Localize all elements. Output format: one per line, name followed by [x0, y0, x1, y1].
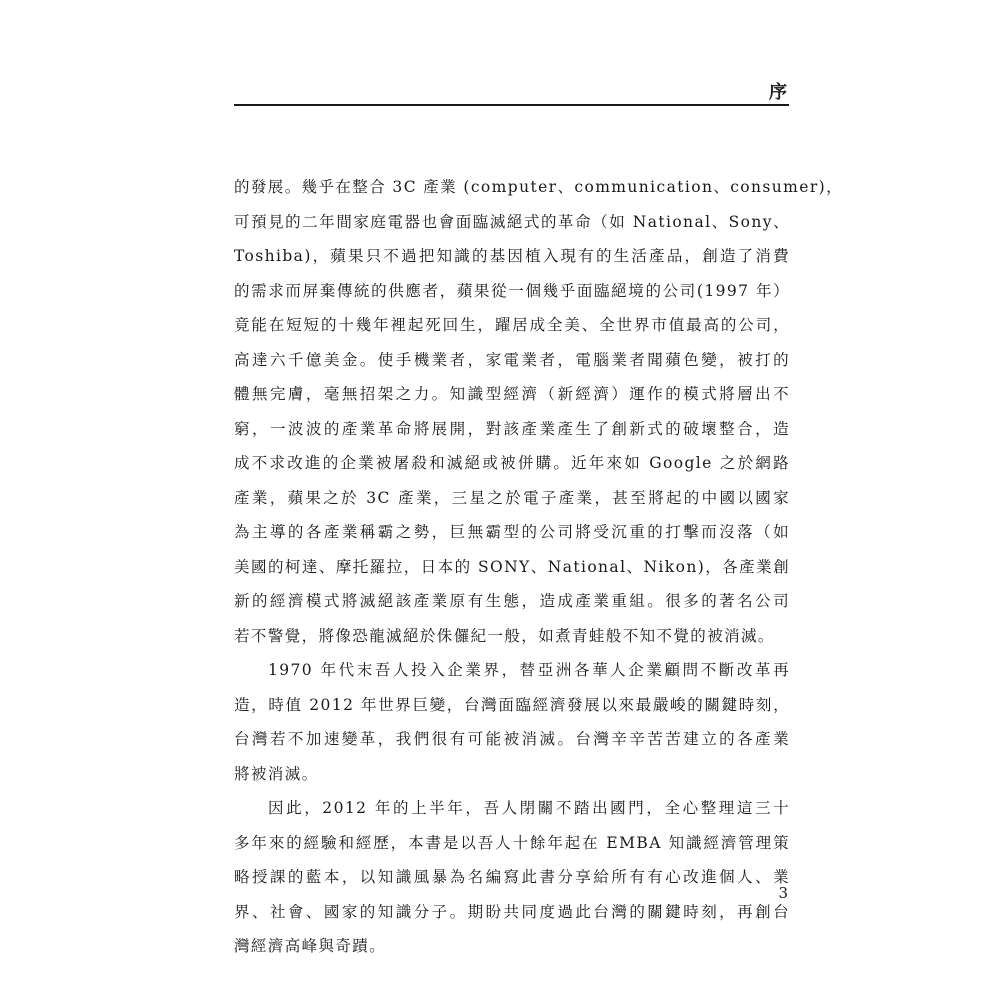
text-line: 因此，2012 年的上半年，吾人閉關不踏出國門，全心整理這三十 [268, 799, 790, 817]
text-line: 可預見的二年間家庭電器也會面臨滅絕式的革命（如 National、Sony、 [234, 212, 790, 231]
text-line: 體無完膚，毫無招架之力。知識型經濟（新經濟）運作的模式將層出不 [234, 385, 790, 403]
text-line: 的發展。幾乎在整合 3C 產業 (computer、communication、consumer)， [234, 178, 843, 196]
text-line: 成不求改進的企業被屠殺和滅絕或被併購。近年來如 Google 之於網路 [234, 454, 790, 472]
text-line: 產業，蘋果之於 3C 產業，三星之於電子產業，甚至將起的中國以國家 [234, 488, 790, 507]
text-line: 多年來的經驗和經歷，本書是以吾人十餘年起在 EMBA 知識經濟管理策 [234, 833, 790, 852]
text-line: 的需求而屏棄傳統的供應者，蘋果從一個幾乎面臨絕境的公司(1997 年） [234, 281, 790, 300]
text-line: 造，時值 2012 年世界巨變，台灣面臨經濟發展以來最嚴峻的關鍵時刻， [234, 695, 790, 714]
text-line: 1970 年代末吾人投入企業界，替亞洲各華人企業顧問不斷改革再 [268, 661, 790, 679]
text-line: 界、社會、國家的知識分子。期盼共同度過此台灣的關鍵時刻，再創台 [234, 902, 790, 921]
text-line: 為主導的各產業稱霸之勢，巨無霸型的公司將受沉重的打擊而沒落（如 [234, 523, 790, 541]
text-line: 美國的柯達、摩托羅拉，日本的 SONY、National、Nikon)，各產業創 [234, 557, 790, 576]
running-header-title: 序 [769, 82, 788, 103]
text-line: 台灣若不加速變革，我們很有可能被消滅。台灣辛辛苦苦建立的各產業 [234, 730, 790, 748]
text-line: 若不警覺，將像恐龍滅絕於侏儸紀一般，如煮青蛙般不知不覺的被消滅。 [234, 626, 775, 645]
page-number: 3 [778, 884, 788, 902]
text-line: 高達六千億美金。使手機業者，家電業者，電腦業者聞蘋色變，被打的 [234, 350, 790, 369]
text-line: 灣經濟高峰與奇蹟。 [234, 937, 387, 955]
text-line: 略授課的藍本，以知識風暴為名編寫此書分享給所有有心改進個人、業 [234, 868, 790, 886]
header-rule [234, 104, 789, 106]
text-line: Toshiba)，蘋果只不過把知識的基因植入現有的生活產品，創造了消費 [234, 247, 790, 265]
body-text [234, 170, 843, 964]
text-line: 將被消滅。 [234, 764, 319, 783]
text-line: 窮，一波波的產業革命將展開，對該產業產生了創新式的破壞整合，造 [234, 419, 790, 438]
text-line: 新的經濟模式將滅絕該產業原有生態，造成產業重組。很多的著名公司 [234, 592, 790, 610]
text-line: 竟能在短短的十幾年裡起死回生，躍居成全美、全世界市值最高的公司， [234, 316, 790, 334]
